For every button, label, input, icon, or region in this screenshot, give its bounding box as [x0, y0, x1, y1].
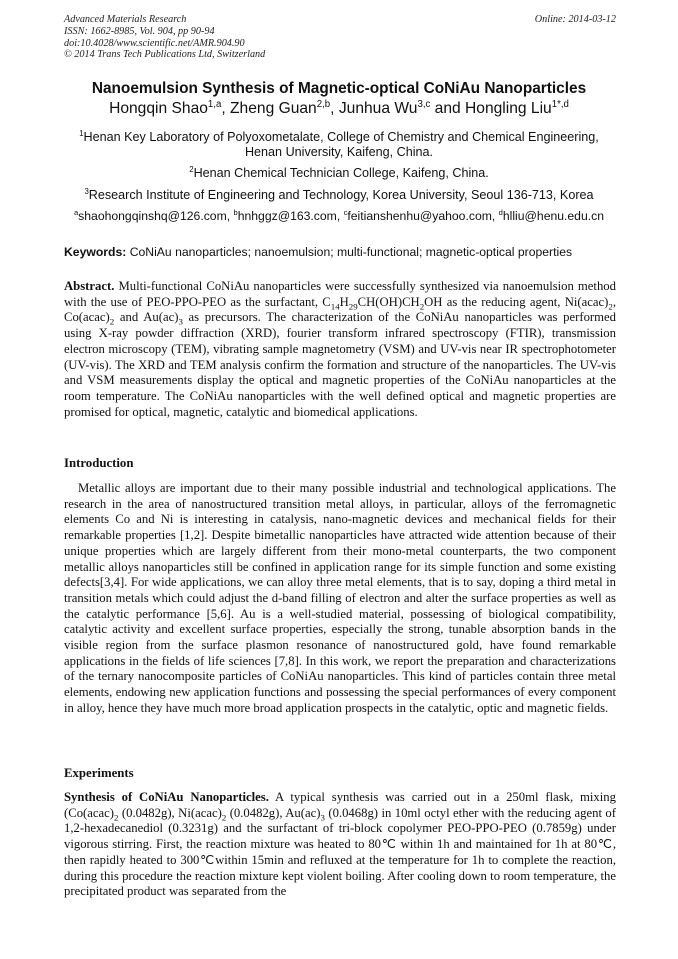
abstract-text: OH as the reducing agent, Ni(acac): [424, 294, 609, 309]
affiliation-line: Henan Key Laboratory of Polyoxometalate, College of Chemistry and Chemical Engineering,: [83, 130, 599, 144]
experiments-body: [64, 790, 616, 900]
subscript: 2: [419, 301, 425, 312]
affiliation-sup: 2: [189, 164, 194, 174]
subscript: 29: [348, 301, 358, 312]
author-list: [40, 100, 638, 118]
affiliation-sup: 3: [84, 186, 89, 196]
experiments-heading: Experiments: [64, 766, 134, 780]
keywords: [64, 245, 616, 259]
subscript: 2: [114, 812, 119, 823]
author-name: Hongqin Shao: [109, 100, 208, 117]
email-address[interactable]: shaohongqinshq@126.com,: [78, 209, 234, 223]
affiliation-line: Research Institute of Engineering and Technology, Korea University, Seoul 136-713, Korea: [88, 188, 594, 202]
abstract-text: CH(OH)CH: [357, 294, 420, 309]
journal-copyright: © 2014 Trans Tech Publications Ltd, Switzerland: [64, 49, 266, 61]
abstract-text: as precursors. The characterization of the CoNiAu nanoparticles was performed using X-ray powder diffraction (XRD), fourier transform infrared spectroscopy (FTIR), transmission electron microscopy (TEM), vibrating sample magnetometry (VSM) and UV-vis near IR spectrophotometer (UV-vis). The XRD and TEM analysis confirm the formation and structure of the nanoparticles. The UV-vis and VSM measurements display the optical and magnetic properties of the CoNiAu nanoparticles at the room temperature. The CoNiAu nanoparticles with the well defined optical and magnetic properties are promised for optical, magnetic, catalytic and biomedical applications.: [64, 310, 617, 419]
email-sup: a: [73, 207, 79, 217]
experiments-text: (0.0482g), Au(ac): [226, 805, 321, 820]
synthesis-label: Synthesis of CoNiAu Nanoparticles.: [64, 790, 269, 804]
journal-header: [64, 14, 616, 61]
email-address[interactable]: hlliu@henu.edu.cn: [502, 209, 605, 223]
affiliation-2: [40, 166, 638, 181]
abstract-text: , Co(acac): [64, 294, 616, 325]
email-sup: b: [233, 207, 238, 217]
affiliation-sup: 1: [79, 128, 84, 138]
email-sup: c: [343, 207, 348, 217]
introduction-body: Metallic alloys are important due to their many possible industrial and technological applications. The research in the area of nanostructured transition metal alloys, in particular, alloys of the ferromagnetic elements Co and Ni is interesting in catalysis, nano-magnetic devices and mechanical fields for their remarkable properties [1,2]. Despite bimetallic nanoparticles have attracted wide attention because of their unique properties which are largely different from their mono-metal counterparts, the two component metallic alloys nanoparticles still be confined in application range for its simple function and some existing defects[3,4]. For wide applications, we can alloy three metal elements, that is to say, doping a third metal in transition metals which could adjust the d-band filling of electron and alter the surface properties as well as the catalytic performance [5,6]. Au is a well-studied material, possessing of biological compatibility, catalytic activity and excellent surface properties, especially the strong, tunable absorption bands in the visible region from the surface plasmon resonance of nanostructured gold, have found remarkable applications in the fields of life sciences [7,8]. In this work, we report the preparation and characterizations of the ternary nanocomposite particles of CoNiAu nanoparticles. This kind of particles contain three metal elements, endowing new application functions and possessing the special performances of every component in alloy, hence they have much more broad application prospects in the catalytic, optic and magnetic fields.: [64, 481, 616, 715]
journal-name: Advanced Materials Research: [64, 14, 187, 25]
author-separator: ,: [330, 100, 339, 117]
affiliation-line: Henan University, Kaifeng, China.: [244, 145, 434, 159]
experiments-text: A typical synthesis was carried out in a 250ml flask, mixing (Co(acac): [64, 790, 616, 820]
abstract: [64, 279, 616, 420]
abstract-label: Abstract.: [64, 279, 115, 293]
subscript: 14: [330, 301, 340, 312]
online-date: Online: 2014-03-12: [534, 14, 616, 25]
subscript: 3: [178, 316, 183, 327]
email-address[interactable]: hnhggz@163.com,: [237, 209, 344, 223]
journal-issn: ISSN: 1662-8985, Vol. 904, pp 90-94: [64, 25, 215, 37]
journal-doi: doi:10.4028/www.scientific.net/AMR.904.90: [64, 37, 245, 49]
affiliation-1: [40, 130, 638, 160]
keywords-text: CoNiAu nanoparticles; nanoemulsion; multi-functional; magnetic-optical properties: [126, 245, 573, 259]
subscript: 2: [608, 301, 613, 312]
abstract-text: H: [339, 294, 349, 309]
email-sup: d: [498, 207, 503, 217]
author-sup: 1*,d: [551, 98, 569, 110]
author-sup: 3,c: [417, 98, 431, 110]
experiments-text: (0.0468g) in 10ml octyl ether with the reducing agent of 1,2-hexadecanediol (0.3231g) and the surfactant of tri-block copolymer PEO-PPO-PEO (0.7859g) under vigorous stirring. First, the reaction mixture was heated to 80℃ within 1h and maintained for 1h at 80℃, then rapidly heated to 300℃within 15min and refluxed at the temperature for 1h to complete the reaction, during this procedure the reaction mixture kept violent boiling. After cooling down to room temperature, the precipitated product was separated from the: [64, 805, 616, 899]
experiments-text: (0.0482g), Ni(acac): [118, 805, 222, 820]
subscript: 2: [109, 316, 115, 327]
author-sup: 1,a: [207, 98, 222, 110]
abstract-text: and Au(ac): [114, 310, 179, 325]
subscript: 3: [320, 812, 325, 823]
affiliation-line: Henan Chemical Technician College, Kaifeng, China.: [193, 166, 489, 180]
author-name: Junhua Wu: [338, 100, 418, 117]
author-separator: ,: [221, 100, 231, 117]
keywords-label: Keywords:: [64, 245, 127, 259]
email-address[interactable]: feitianshenhu@yahoo.com,: [347, 209, 499, 223]
introduction-heading: Introduction: [64, 456, 134, 470]
abstract-text: Multi-functional CoNiAu nanoparticles were successfully synthesized via nanoemulsion method with the use of PEO-PPO-PEO as the surfactant, C: [64, 279, 616, 309]
email-list: [40, 209, 638, 223]
author-sup: 2,b: [316, 98, 331, 110]
author-name: Zheng Guan: [230, 100, 317, 117]
subscript: 2: [221, 812, 227, 823]
author-name: Hongling Liu: [465, 100, 552, 117]
affiliation-3: [40, 188, 638, 203]
author-separator: and: [430, 100, 466, 117]
paper-title: Nanoemulsion Synthesis of Magnetic-optical CoNiAu Nanoparticles: [91, 80, 587, 97]
